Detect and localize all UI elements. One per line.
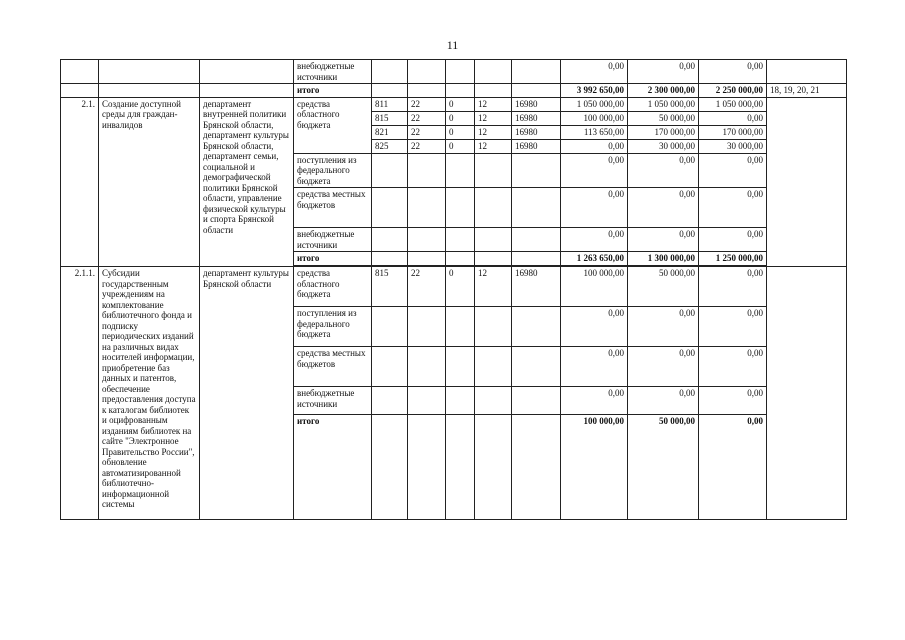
- code-cell: 22: [408, 267, 446, 307]
- item-name: Создание доступной среды для граждан-инвалидов: [99, 97, 200, 267]
- value-cell: 0,00: [699, 60, 767, 84]
- value-cell: 0,00: [561, 139, 628, 153]
- page-number: 11: [446, 38, 459, 52]
- total-cell: 0,00: [699, 415, 767, 520]
- value-cell: 1 050 000,00: [561, 97, 628, 111]
- value-cell: 0,00: [628, 307, 699, 347]
- value-cell: 0,00: [628, 228, 699, 252]
- value-cell: 0,00: [628, 347, 699, 387]
- code-cell: 12: [475, 139, 512, 153]
- code-cell: 16980: [512, 125, 561, 139]
- code-cell: 16980: [512, 139, 561, 153]
- code-cell: 0: [446, 111, 475, 125]
- total-cell: 3 992 650,00: [561, 84, 628, 98]
- value-cell: 1 050 000,00: [699, 97, 767, 111]
- source-cell: средства местных бюджетов: [294, 347, 372, 387]
- code-cell: 12: [475, 125, 512, 139]
- code-cell: 22: [408, 125, 446, 139]
- value-cell: 0,00: [699, 387, 767, 415]
- value-cell: 0,00: [699, 228, 767, 252]
- code-cell: 12: [475, 267, 512, 307]
- value-cell: 0,00: [561, 307, 628, 347]
- table-row: [61, 60, 847, 84]
- total-cell: 1 300 000,00: [628, 252, 699, 266]
- source-cell: средства местных бюджетов: [294, 188, 372, 228]
- source-cell: внебюджетные источники: [294, 228, 372, 252]
- code-cell: 22: [408, 111, 446, 125]
- item-executor: департамент культуры Брянской области: [200, 267, 294, 520]
- total-cell: 2 300 000,00: [628, 84, 699, 98]
- code-cell: 12: [475, 97, 512, 111]
- table-row: [61, 97, 847, 111]
- total-label: итого: [294, 84, 372, 98]
- indicators-cell: 18, 19, 20, 21: [767, 84, 847, 98]
- value-cell: 113 650,00: [561, 125, 628, 139]
- budget-table: [60, 59, 847, 520]
- value-cell: 0,00: [561, 387, 628, 415]
- table-row: [61, 267, 847, 307]
- value-cell: 0,00: [561, 347, 628, 387]
- table-row: [61, 84, 847, 98]
- value-cell: 0,00: [699, 307, 767, 347]
- total-cell: 100 000,00: [561, 415, 628, 520]
- source-cell: поступления из федерального бюджета: [294, 307, 372, 347]
- total-cell: 1 250 000,00: [699, 252, 767, 266]
- code-cell: 16980: [512, 97, 561, 111]
- value-cell: 0,00: [699, 267, 767, 307]
- code-cell: 0: [446, 139, 475, 153]
- source-cell: поступления из федерального бюджета: [294, 153, 372, 188]
- value-cell: 0,00: [699, 188, 767, 228]
- code-cell: 811: [372, 97, 408, 111]
- value-cell: 170 000,00: [628, 125, 699, 139]
- code-cell: 22: [408, 97, 446, 111]
- total-cell: 2 250 000,00: [699, 84, 767, 98]
- code-cell: 16980: [512, 267, 561, 307]
- code-cell: 825: [372, 139, 408, 153]
- value-cell: 0,00: [561, 60, 628, 84]
- item-number: 2.1.: [61, 97, 99, 267]
- value-cell: 50 000,00: [628, 111, 699, 125]
- code-cell: 12: [475, 111, 512, 125]
- value-cell: 0,00: [561, 228, 628, 252]
- source-cell: внебюджетные источники: [294, 60, 372, 84]
- code-cell: 0: [446, 125, 475, 139]
- code-cell: 22: [408, 139, 446, 153]
- value-cell: 0,00: [628, 387, 699, 415]
- value-cell: 50 000,00: [628, 267, 699, 307]
- code-cell: 815: [372, 111, 408, 125]
- source-cell: внебюджетные источники: [294, 387, 372, 415]
- total-label: итого: [294, 415, 372, 520]
- code-cell: 815: [372, 267, 408, 307]
- total-cell: 50 000,00: [628, 415, 699, 520]
- value-cell: 1 050 000,00: [628, 97, 699, 111]
- value-cell: 0,00: [561, 153, 628, 188]
- item-number: 2.1.1.: [61, 267, 99, 520]
- item-executor: департамент внутренней политики Брянской области, департамент культуры Брянской области, департамент семьи, социальной и демографической политики Брянской области, управление физической культуры и спорта Брянской области: [200, 97, 294, 267]
- value-cell: 30 000,00: [628, 139, 699, 153]
- value-cell: 100 000,00: [561, 267, 628, 307]
- code-cell: 16980: [512, 111, 561, 125]
- value-cell: 30 000,00: [699, 139, 767, 153]
- source-cell: средства областного бюджета: [294, 97, 372, 153]
- total-label: итого: [294, 252, 372, 266]
- value-cell: 100 000,00: [561, 111, 628, 125]
- value-cell: 0,00: [699, 153, 767, 188]
- total-cell: 1 263 650,00: [561, 252, 628, 266]
- item-name: Субсидии государственным учреждениям на комплектование библиотечного фонда и подписку периодических изданий на различных видах носителей информации, приобретение баз данных и патентов, обеспечение предоставления доступа к каталогам библиотек и оцифрованным изданиям библиотек на сайте "Электронное Правительство России", обновление автоматизированной библиотечно-информационной системы: [99, 267, 200, 520]
- code-cell: 0: [446, 267, 475, 307]
- code-cell: 821: [372, 125, 408, 139]
- value-cell: 0,00: [628, 60, 699, 84]
- value-cell: 0,00: [699, 111, 767, 125]
- value-cell: 0,00: [628, 153, 699, 188]
- source-cell: средства областного бюджета: [294, 267, 372, 307]
- value-cell: 0,00: [561, 188, 628, 228]
- code-cell: 0: [446, 97, 475, 111]
- value-cell: 170 000,00: [699, 125, 767, 139]
- value-cell: 0,00: [699, 347, 767, 387]
- value-cell: 0,00: [628, 188, 699, 228]
